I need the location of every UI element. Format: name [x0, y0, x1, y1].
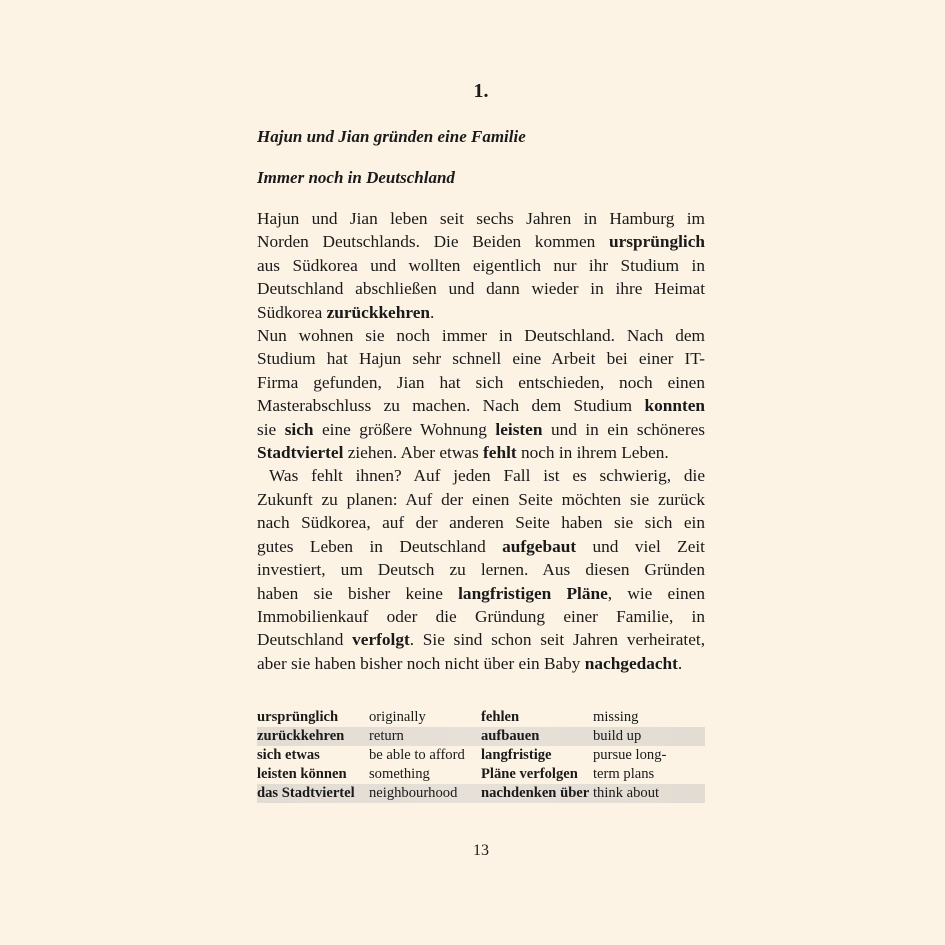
chapter-title: Hajun und Jian gründen eine Familie [257, 127, 526, 146]
text-line: aber sie haben bisher noch nicht über ein Baby nachgedacht. [257, 653, 683, 673]
paragraph [257, 207, 705, 324]
text-line: sie sich eine größere Wohnung leisten und in ein schöneres [257, 419, 705, 439]
glossary-row [257, 708, 705, 727]
glossary-term: Pläne verfolgen [481, 766, 578, 782]
glossary-term: das Stadtviertel [257, 785, 355, 801]
text-line: Masterabschluss zu machen. Nach dem Studium konnten [257, 396, 705, 416]
glossary-translation: build up [593, 728, 642, 744]
text-line: Firma gefunden, Jian hat sich entschieden, noch einen [257, 372, 705, 392]
text-line: Nun wohnen sie noch immer in Deutschland. Nach dem [257, 326, 705, 346]
vocabulary-highlight: zurückkehren [326, 302, 430, 322]
section-title: Immer noch in Deutschland [257, 168, 455, 187]
text-line: Immobilienkauf oder die Gründung einer Familie, in [257, 606, 705, 626]
body-text [257, 207, 705, 675]
glossary-term: nachdenken über [481, 785, 590, 801]
vocabulary-highlight: fehlt [483, 443, 517, 463]
vocabulary-highlight: leisten [495, 419, 543, 439]
vocabulary-highlight: ursprünglich [608, 232, 705, 252]
text-line: gutes Leben in Deutschland aufgebaut und viel Zeit [257, 536, 705, 556]
text-line: Deutschland verfolgt. Sie sind schon seit Jahren verheiratet, [257, 630, 706, 650]
text-line: Zukunft zu planen: Auf der einen Seite möchten sie zurück [257, 489, 705, 509]
paragraph [257, 324, 705, 464]
text-line: aus Südkorea und wollten eigentlich nur ihr Studium in [257, 255, 705, 275]
vocabulary-highlight: aufgebaut [502, 536, 577, 556]
glossary-term: aufbauen [481, 728, 540, 744]
vocabulary-highlight: nachgedacht [584, 653, 678, 673]
glossary-row [257, 765, 705, 784]
glossary-translation: term plans [593, 766, 655, 782]
glossary-translation: think about [593, 785, 660, 801]
glossary-term: ursprünglich [257, 709, 339, 725]
vocabulary-glossary [257, 708, 705, 803]
paragraph [257, 464, 705, 675]
glossary-term: langfristige [481, 747, 552, 763]
vocabulary-highlight: verfolgt [352, 630, 410, 650]
glossary-translation: neighbourhood [369, 785, 458, 801]
text-line: Hajun und Jian leben seit sechs Jahren in Hamburg im [257, 209, 705, 228]
text-line: Deutschland abschließen und dann wieder in ihre Heimat [257, 279, 705, 299]
glossary-translation: originally [369, 709, 426, 725]
vocabulary-highlight: konnten [644, 396, 705, 416]
glossary-translation: pursue long- [593, 747, 667, 763]
text-line: Norden Deutschlands. Die Beiden kommen ursprünglich [257, 232, 705, 252]
vocabulary-highlight: Stadtviertel [257, 443, 344, 463]
vocabulary-highlight: sich [284, 419, 314, 439]
glossary-term: leisten können [257, 766, 347, 782]
text-line: nach Südkorea, auf der anderen Seite haben sie sich ein [257, 513, 705, 533]
glossary-translation: be able to afford [369, 747, 465, 763]
page-number: 13 [473, 842, 489, 859]
glossary-translation: return [369, 728, 404, 744]
glossary-term: sich etwas [257, 747, 320, 763]
text-line: Südkorea zurückkehren. [257, 302, 435, 322]
glossary-row [257, 784, 705, 803]
text-line: Studium hat Hajun sehr schnell eine Arbeit bei einer IT- [257, 349, 705, 369]
glossary-translation: something [369, 766, 430, 782]
vocabulary-highlight: langfristigen Pläne [458, 583, 608, 603]
chapter-number: 1. [473, 80, 489, 102]
text-line: haben sie bisher keine langfristigen Pläne, wie einen [257, 583, 705, 603]
text-line: Stadtviertel ziehen. Aber etwas fehlt noch in ihrem Leben. [257, 443, 669, 463]
glossary-term: fehlen [481, 709, 520, 725]
glossary-term: zurückkehren [257, 728, 345, 744]
text-line: investiert, um Deutsch zu lernen. Aus diesen Gründen [257, 560, 705, 580]
glossary-row [257, 727, 705, 746]
glossary-translation: missing [593, 709, 639, 725]
text-line: Was fehlt ihnen? Auf jeden Fall ist es schwierig, die [269, 466, 705, 486]
glossary-row [257, 746, 705, 765]
